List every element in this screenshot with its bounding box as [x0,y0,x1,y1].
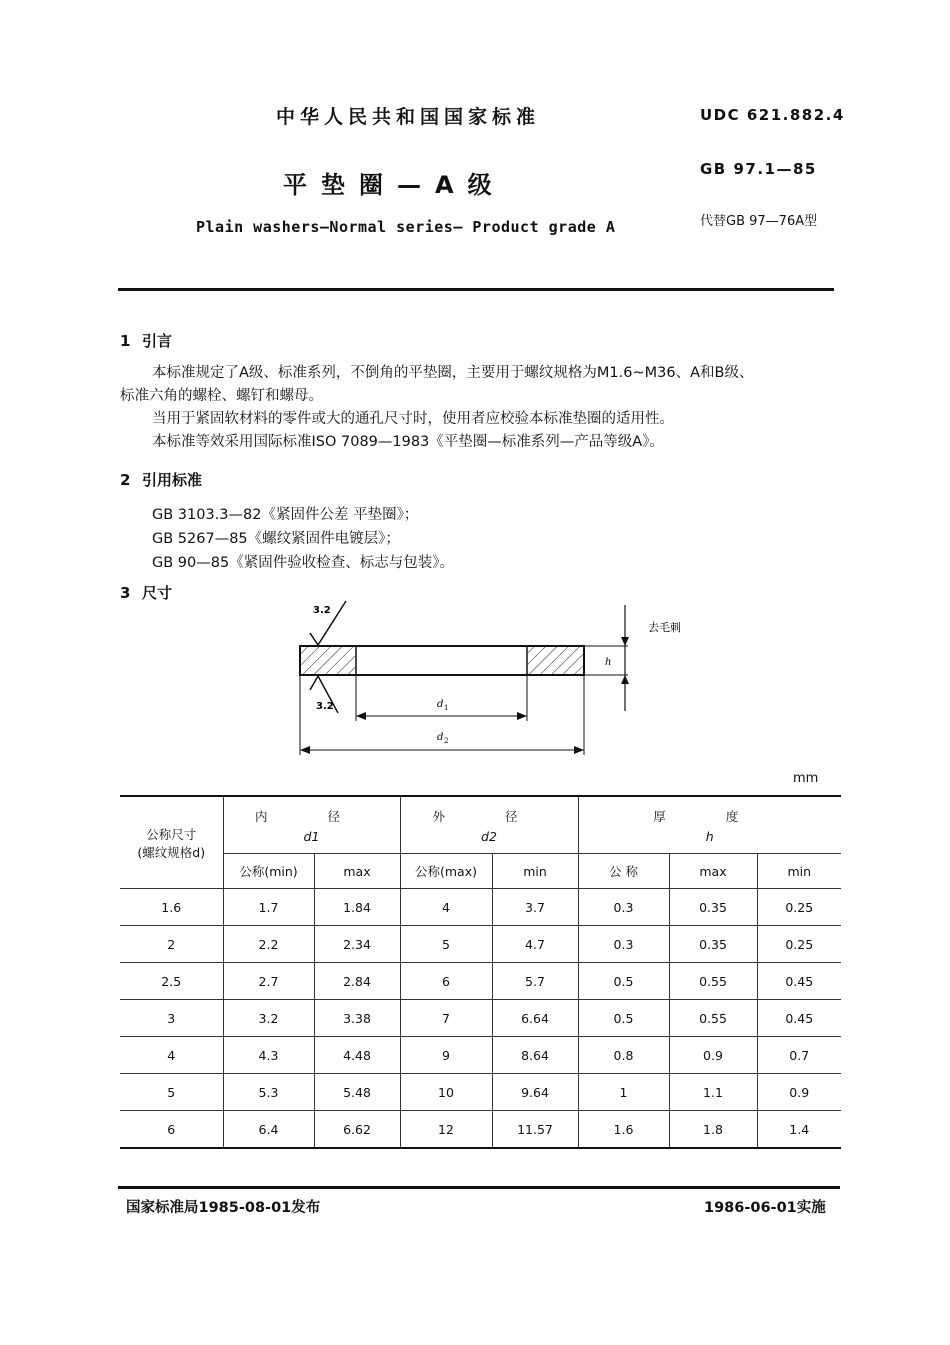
table-cell: 2.2 [223,926,314,963]
section-1-heading [120,330,172,351]
table-cell: 12 [400,1111,492,1149]
header-nominal-label: 公称尺寸 [146,826,197,842]
table-row [120,926,841,963]
roughness-label-top: 3.2 [313,605,331,616]
section-title: 引用标准 [142,471,203,489]
section-2-heading [120,469,202,490]
table-cell: 1.6 [120,889,223,926]
header-nominal-size [120,796,223,889]
table-cell: 0.5 [578,1000,669,1037]
header-group-label: 厚 度 [653,808,767,824]
reference-item: GB 3103.3—82《紧固件公差 平垫圈》； [152,507,419,523]
header-group-label: 内 径 [255,808,368,824]
table-cell: 4.7 [492,926,578,963]
table-cell: 5 [120,1074,223,1111]
table-row [120,1111,841,1149]
table-row [120,1074,841,1111]
table-body [120,889,841,1149]
standard-name: 中华人民共和国国家标准 [276,106,541,128]
header-group-symbol: h [705,828,714,844]
table-cell: 5.3 [223,1074,314,1111]
table-cell: 2.34 [314,926,400,963]
table-cell: 1.7 [223,889,314,926]
subheader-cell: 公称(min) [223,854,314,889]
table-cell: 0.55 [669,1000,757,1037]
issue-date: 国家标准局1985-08-01发布 [126,1200,321,1216]
unit-label: mm [793,771,819,786]
table-cell: 3.2 [223,1000,314,1037]
table-cell: 5 [400,926,492,963]
roughness-label-bottom: 3.2 [316,701,334,712]
table-cell: 0.55 [669,963,757,1000]
paragraph: 标准六角的螺栓、螺钉和螺母。 [120,388,323,404]
table-row [120,889,841,926]
paragraph: 当用于紧固软材料的零件或大的通孔尺寸时，使用者应校验本标准垫圈的适用性。 [152,411,674,427]
table-cell: 4.48 [314,1037,400,1074]
table-cell: 5.48 [314,1074,400,1111]
table-cell: 1.6 [578,1111,669,1149]
table-cell: 7 [400,1000,492,1037]
reference-item: GB 90—85《紧固件验收检查、标志与包装》。 [152,555,454,571]
washer-hatch-left [301,647,355,674]
table-cell: 3 [120,1000,223,1037]
table-cell: 0.25 [757,889,841,926]
table-cell: 0.3 [578,926,669,963]
table-cell: 2 [120,926,223,963]
table-cell: 2.84 [314,963,400,1000]
table-cell: 8.64 [492,1037,578,1074]
label-d1: d [437,699,444,710]
table-cell: 6 [120,1111,223,1149]
section-number: 2 [120,471,131,489]
table-cell: 4.3 [223,1037,314,1074]
table-cell: 0.35 [669,889,757,926]
paragraph: 本标准等效采用国际标准ISO 7089—1983《平垫圈—标准系列—产品等级A》。 [152,434,664,450]
section-title: 引言 [142,332,173,350]
table-cell: 1.4 [757,1111,841,1149]
table-row [120,963,841,1000]
reference-item: GB 5267—85《螺纹紧固件电镀层》； [152,531,400,547]
table-cell: 9.64 [492,1074,578,1111]
table-cell: 4 [120,1037,223,1074]
table-cell: 2.7 [223,963,314,1000]
header-thickness [578,796,841,854]
table-cell: 0.9 [669,1037,757,1074]
table-cell: 0.7 [757,1037,841,1074]
washer-section-drawing [280,595,700,765]
document-title-en: Plain washers—Normal series— Product grade A [196,218,616,236]
table-cell: 0.45 [757,963,841,1000]
udc-code: UDC 621.882.4 [700,106,845,124]
subheader-cell: max [314,854,400,889]
header-group-label: 外 径 [432,808,546,824]
document-title-zh: 平垫圈—A级 [283,171,506,199]
section-number: 1 [120,332,131,350]
table-cell: 1.84 [314,889,400,926]
table-cell: 3.7 [492,889,578,926]
table-cell: 0.5 [578,963,669,1000]
table-cell: 9 [400,1037,492,1074]
subheader-cell: 公 称 [578,854,669,889]
table-cell: 1.1 [669,1074,757,1111]
table-cell: 5.7 [492,963,578,1000]
table-cell: 10 [400,1074,492,1111]
washer-hatch-right [528,647,583,674]
table-cell: 0.35 [669,926,757,963]
table-row [120,1000,841,1037]
table-cell: 0.25 [757,926,841,963]
footer-rule [118,1186,840,1189]
effective-date: 1986-06-01实施 [704,1200,826,1216]
section-title: 尺寸 [142,584,173,602]
header-rule [118,288,834,291]
table-cell: 6.62 [314,1111,400,1149]
label-d2: d [437,732,444,743]
paragraph: 本标准规定了A级、标准系列，不倒角的平垫圈，主要用于螺纹规格为M1.6~M36、A和B级、 [152,365,754,381]
table-cell: 11.57 [492,1111,578,1149]
deburr-note: 去毛刺 [648,621,681,634]
header-nominal-sub: (螺纹规格d) [137,844,206,860]
table-cell: 6 [400,963,492,1000]
table-cell: 1 [578,1074,669,1111]
subheader-cell: min [757,854,841,889]
table-cell: 2.5 [120,963,223,1000]
header-group-symbol: d2 [481,828,497,844]
section-3-heading [120,582,172,603]
subheader-cell: 公称(max) [400,854,492,889]
subheader-cell: max [669,854,757,889]
header-outer-diameter [400,796,578,854]
replaces-note: 代替GB 97—76A型 [700,214,818,229]
table-cell: 0.45 [757,1000,841,1037]
subheader-cell: min [492,854,578,889]
header-inner-diameter [223,796,400,854]
table-cell: 1.8 [669,1111,757,1149]
table-cell: 0.3 [578,889,669,926]
table-cell: 6.64 [492,1000,578,1037]
label-h: h [605,657,612,668]
table-cell: 0.9 [757,1074,841,1111]
gb-code: GB 97.1—85 [700,160,817,178]
table-row [120,1037,841,1074]
label-d1-sub: 1 [444,704,449,712]
dimensions-table [120,795,841,1149]
label-d2-sub: 2 [444,737,449,745]
header-group-symbol: d1 [303,828,320,844]
table-cell: 6.4 [223,1111,314,1149]
table-cell: 3.38 [314,1000,400,1037]
section-number: 3 [120,584,131,602]
table-cell: 4 [400,889,492,926]
table-cell: 0.8 [578,1037,669,1074]
